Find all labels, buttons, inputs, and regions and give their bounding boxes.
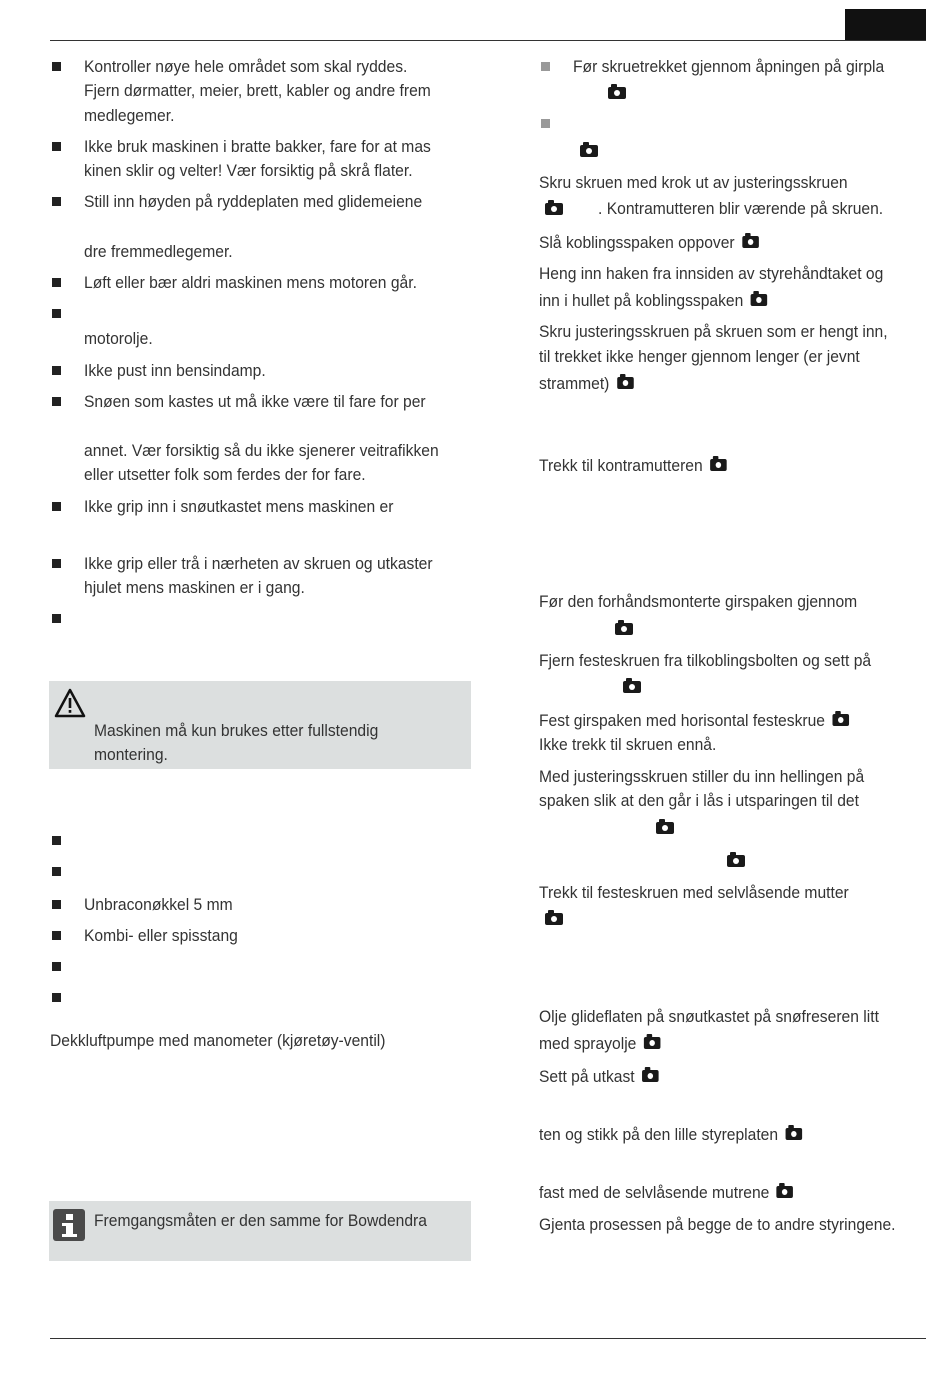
step-text: Før den forhåndsmonterte girspaken gjennom (539, 592, 858, 611)
bullet-icon (52, 614, 61, 623)
step-text: med sprayolje (539, 1032, 660, 1056)
safety-text: Ikke pust inn bensindamp. (84, 361, 266, 380)
step-text: til trekket ikke henger gjennom lenger (er jevnt (539, 347, 860, 366)
safety-text: Ikke grip eller trå i nærheten av skruen og utkaster (84, 554, 433, 573)
camera-icon (617, 377, 634, 389)
camera-icon (777, 1186, 794, 1198)
step-text: fast med de selvlåsende mutrene (539, 1181, 793, 1205)
step-text: Slå koblingsspaken oppover (539, 231, 759, 255)
step-text: Fest girspaken med horisontal festeskrue (539, 709, 849, 733)
safety-text: annet. Vær forsiktig så du ikke sjenerer veitrafikken (84, 441, 439, 460)
bullet-icon (52, 197, 61, 206)
bullet-icon (52, 962, 61, 971)
step-text: Med justeringsskruen stiller du inn hellingen på (539, 767, 865, 786)
camera-icon (580, 145, 598, 157)
step-text: Skru justeringsskruen på skruen som er hengt inn, (539, 322, 888, 341)
bullet-icon (52, 397, 61, 406)
safety-text: Ikke grip inn i snøutkastet mens maskinen er (84, 497, 394, 516)
camera-icon (656, 822, 674, 834)
safety-text: Løft eller bær aldri maskinen mens motoren går. (84, 273, 417, 292)
info-icon (53, 1209, 85, 1241)
bullet-icon (52, 867, 61, 876)
step-text: Trekk til kontramutteren (539, 454, 727, 478)
camera-icon (623, 681, 641, 693)
step-text: Skru skruen med krok ut av justeringsskruen (539, 173, 848, 192)
safety-text: motorolje. (84, 329, 153, 348)
step-text: Før skruetrekket gjennom åpningen på girpla (573, 57, 885, 76)
footer-rule (50, 1338, 926, 1339)
camera-icon (727, 855, 745, 867)
camera-icon (642, 1070, 659, 1082)
warning-triangle-icon (54, 688, 86, 718)
bullet-icon (52, 502, 61, 511)
safety-text: Snøen som kastes ut må ikke være til fare for per (84, 392, 426, 411)
step-text: Fjern festeskruen fra tilkoblingsbolten og sett på (539, 651, 872, 670)
bullet-icon (52, 366, 61, 375)
safety-text: Kontroller nøye hele området som skal ryddes. (84, 57, 408, 76)
warning-text: montering. (94, 745, 168, 764)
safety-text: medlegemer. (84, 106, 175, 125)
step-text: Sett på utkast (539, 1065, 659, 1089)
safety-text: eller utsetter folk som ferdes der for fare. (84, 465, 366, 484)
safety-text: kinen sklir og velter! Vær forsiktig på skrå flater. (84, 161, 413, 180)
camera-icon (608, 87, 626, 99)
bullet-icon (52, 278, 61, 287)
bullet-icon (52, 900, 61, 909)
camera-icon (751, 294, 768, 306)
step-text: Olje glideflaten på snøutkastet på snøfreseren litt (539, 1007, 879, 1026)
tool-pump-text: Dekkluftpumpe med manometer (kjøretøy-ventil) (50, 1031, 386, 1050)
bullet-icon (52, 931, 61, 940)
bullet-icon (541, 62, 550, 71)
camera-icon (710, 459, 727, 471)
camera-icon (785, 1128, 802, 1140)
safety-text: Ikke bruk maskinen i bratte bakker, fare for at mas (84, 137, 431, 156)
camera-icon (545, 913, 563, 925)
safety-text: Fjern dørmatter, meier, brett, kabler og andre frem (84, 81, 431, 100)
bullet-icon (52, 559, 61, 568)
step-text: Gjenta prosessen på begge de to andre styringene. (539, 1215, 896, 1234)
info-text: Fremgangsmåten er den samme for Bowdendra (94, 1211, 427, 1230)
tool-item: Unbraconøkkel 5 mm (84, 895, 233, 914)
bullet-icon (52, 142, 61, 151)
tool-item: Kombi- eller spisstang (84, 926, 238, 945)
step-text: inn i hullet på koblingsspaken (539, 289, 767, 313)
bullet-icon (52, 309, 61, 318)
step-text: Trekk til festeskruen med selvlåsende mutter (539, 883, 849, 902)
step-text: . Kontramutteren blir værende på skruen. (598, 199, 884, 218)
safety-text: Still inn høyden på ryddeplaten med glidemeiene (84, 192, 423, 211)
page-header-block (845, 9, 926, 40)
safety-text: dre fremmedlegemer. (84, 242, 233, 261)
safety-text: hjulet mens maskinen er i gang. (84, 578, 305, 597)
step-text: spaken slik at den går i lås i utsparingen til det (539, 791, 859, 810)
step-text: ten og stikk på den lille styreplaten (539, 1123, 802, 1147)
header-rule (50, 40, 926, 41)
step-text: Heng inn haken fra innsiden av styrehåndtaket og (539, 264, 884, 283)
camera-icon (742, 236, 759, 248)
camera-icon (644, 1037, 661, 1049)
step-text: Ikke trekk til skruen ennå. (539, 735, 717, 754)
camera-icon (832, 714, 849, 726)
step-text: strammet) (539, 372, 633, 396)
bullet-icon (52, 993, 61, 1002)
warning-text: Maskinen må kun brukes etter fullstendig (94, 721, 379, 740)
camera-icon (545, 203, 563, 215)
bullet-icon (52, 62, 61, 71)
camera-icon (615, 623, 633, 635)
bullet-icon (541, 119, 550, 128)
bullet-icon (52, 836, 61, 845)
